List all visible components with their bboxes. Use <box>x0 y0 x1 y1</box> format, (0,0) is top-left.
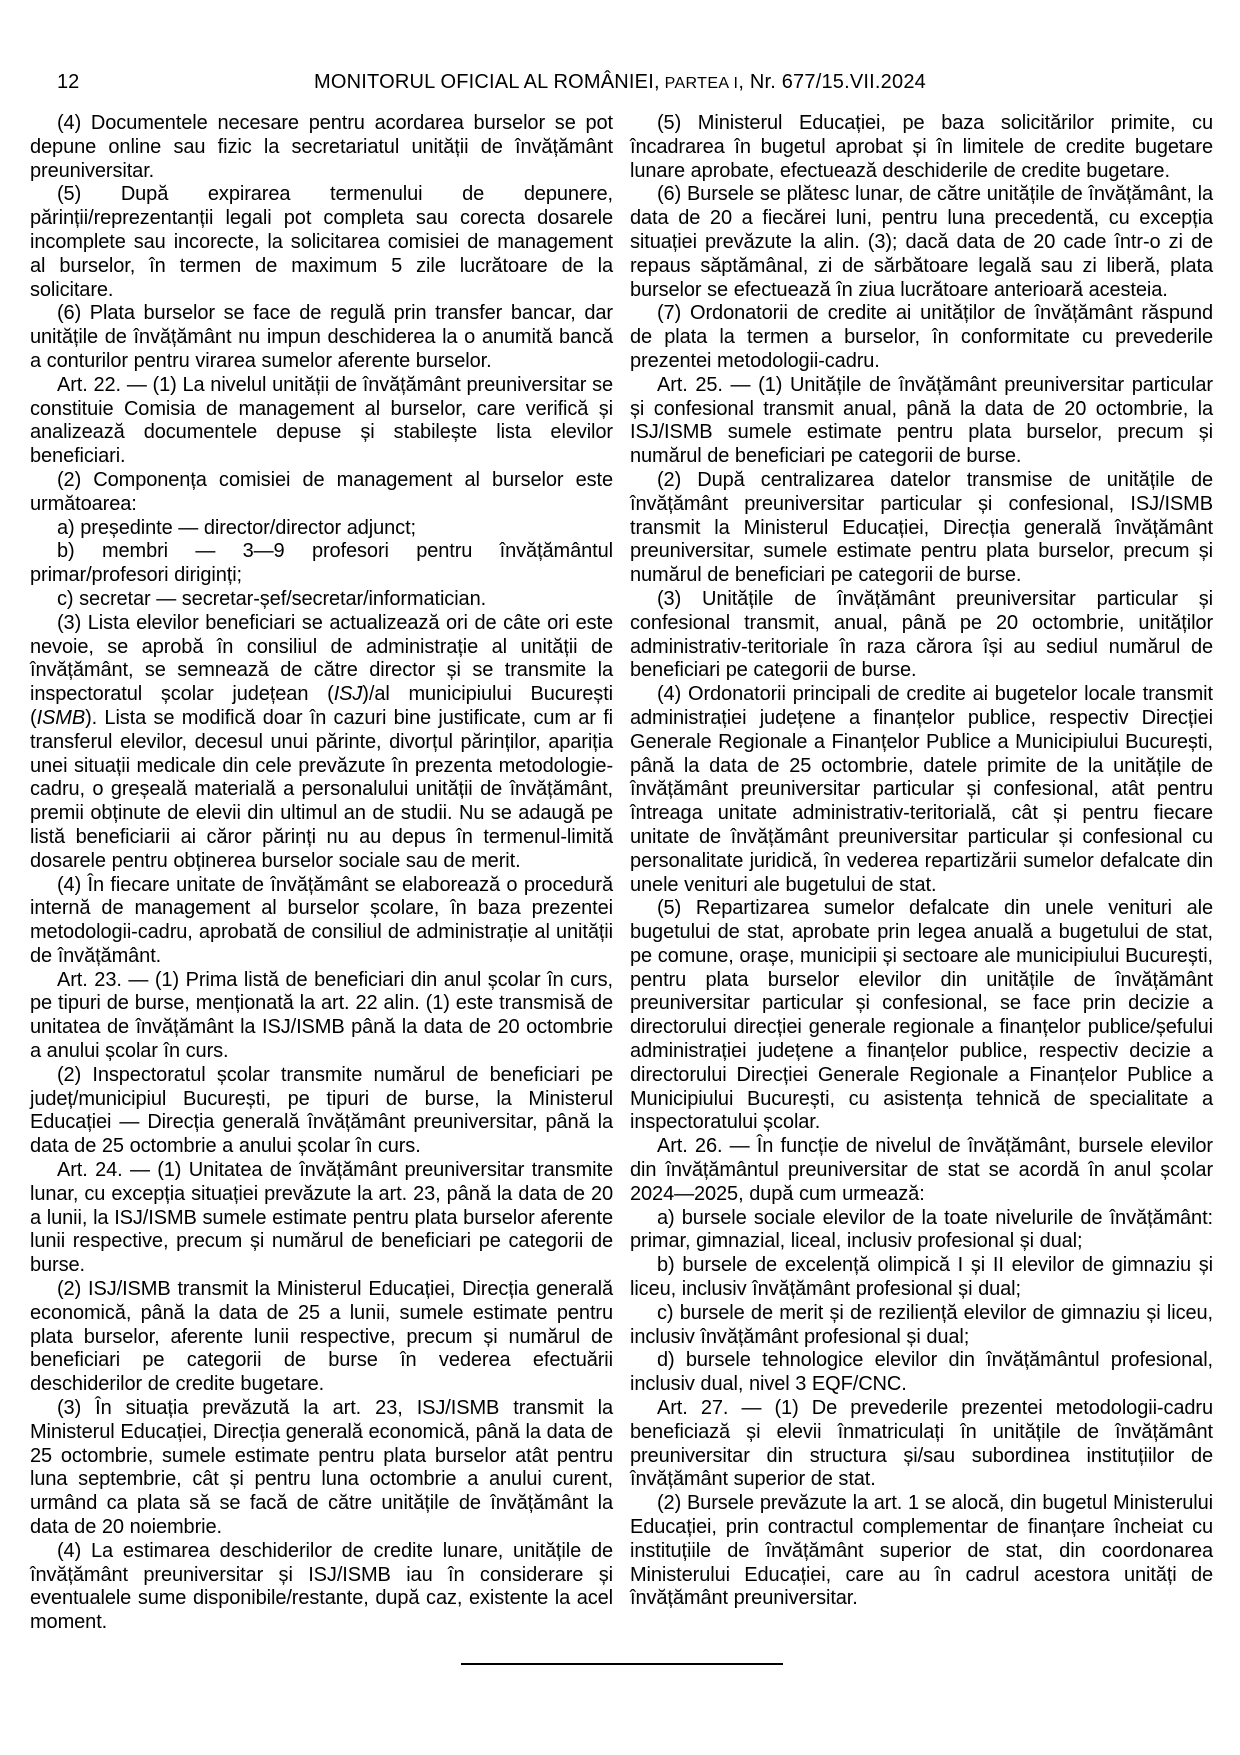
paragraph: (2) Bursele prevăzute la art. 1 se alocă, din bugetul Ministerului Educației, prin contractul complementar de finanțare încheiat cu instituțiile de învățământ superior de stat, din coordonarea Ministerului Educației, care au în cadrul acestora unități de învățământ preuniversitar. <box>630 1492 1213 1610</box>
column-right <box>630 112 1213 1635</box>
paragraph: (5) Ministerul Educației, pe baza solicitărilor primite, cu încadrarea în bugetul aprobat și în limitele de credite bugetare lunare aprobate, efectuează deschiderile de credite bugetare. <box>630 112 1213 182</box>
paragraph: Art. 22. — (1) La nivelul unității de învățământ preuniversitar se constituie Comisia de management al burselor, care verifică și analizează documentele depuse și stabilește lista elevilor beneficiari. <box>30 373 613 468</box>
paragraph: (2) ISJ/ISMB transmit la Ministerul Educației, Direcția generală economică, până la data de 25 a lunii, sumele estimate pentru plata burselor, aferente lunii respective, precum și numărul de beneficiari pe categorii de burse în vederea efectuării deschiderilor de credite bugetare. <box>30 1278 613 1396</box>
paragraph: Art. 25. — (1) Unitățile de învățământ preuniversitar particular și confesional transmit anual, până la data de 20 octombrie, la ISJ/ISMB sumele estimate pentru plata burselor, precum și numărul de beneficiari pe categorii de burse. <box>630 373 1213 468</box>
paragraph: (2) Inspectoratul școlar transmite numărul de beneficiari pe județ/municipiul București, pe tipuri de burse, la Ministerul Educației — Direcția generală învățământ preuniversitar, până la data de 25 octombrie a anului școlar în curs. <box>30 1063 613 1158</box>
journal-header-line <box>0 70 1240 96</box>
end-of-act-rule <box>461 1663 783 1665</box>
page-number: 12 <box>57 71 80 93</box>
paragraph: (5) Repartizarea sumelor defalcate din unele venituri ale bugetului de stat, aprobate prin legea anuală a bugetului de stat, pe comune, orașe, municipii și sectoare ale municipiului București, pentru plata burselor elevilor din unitățile de învățământ preuniversitar particular și confesional, se face prin decizie a directorului direcției generale regionale a finanțelor publice/șefului administrației județene a finanțelor publice, respectiv decizie a directorului Direcției Generale Regionale a Finanțelor Publice a Municipiului București, cu asistența tehnică de specialitate a inspectoratului școlar. <box>630 897 1213 1134</box>
paragraph: (6) Plata burselor se face de regulă prin transfer bancar, dar unitățile de învățământ nu impun deschiderea la o anumită bancă a conturilor pentru virarea sumelor aferente burselor. <box>30 302 613 372</box>
paragraph: a) președinte — director/director adjunct; <box>57 516 416 539</box>
paragraph: Art. 26. — În funcție de nivelul de învățământ, bursele elevilor din învățământul preuniversitar de stat se acordă în anul școlar 2024—2025, după cum urmează: <box>630 1135 1213 1205</box>
journal-issue: , Nr. 677/15.VII.2024 <box>738 71 926 93</box>
paragraph: c) secretar — secretar-șef/secretar/informatician. <box>57 587 487 610</box>
column-left <box>30 112 613 1635</box>
paragraph: a) bursele sociale elevilor de la toate nivelurile de învățământ: primar, gimnazial, liceal, inclusiv profesional și dual; <box>630 1206 1213 1253</box>
paragraph: b) membri — 3—9 profesori pentru învățământul primar/profesori diriginți; <box>30 540 613 587</box>
paragraph: (6) Bursele se plătesc lunar, de către unitățile de învățământ, la data de 20 a fiecărei luni, pentru luna precedentă, cu excepția situației prevăzute la alin. (3); dacă data de 20 cade într-o zi de repaus săptămânal, zi de sărbătoare legală sau zi liberă, plata burselor se efectuează în ziua lucrătoare anterioară acesteia. <box>630 183 1213 301</box>
journal-title: MONITORUL OFICIAL AL ROMÂNIEI, <box>314 71 660 93</box>
paragraph: Art. 24. — (1) Unitatea de învățământ preuniversitar transmite lunar, cu excepția situației prevăzute la art. 23, până la data de 20 a lunii, la ISJ/ISMB sumele estimate pentru plata burselor aferente lunii respective, precum și numărul de beneficiari pe categorii de burse. <box>30 1159 613 1277</box>
paragraph: d) bursele tehnologice elevilor din învățământul profesional, inclusiv dual, nivel 3 EQF/CNC. <box>630 1349 1213 1396</box>
paragraph: (5) După expirarea termenului de depunere, părinții/reprezentanții legali pot completa sau corecta dosarele incomplete sau incorecte, la solicitarea comisiei de management al burselor, în termen de maximum 5 zile lucrătoare de la solicitare. <box>30 183 613 301</box>
paragraph: c) bursele de merit și de reziliență elevilor de gimnaziu și liceu, inclusiv învățământ profesional și dual; <box>630 1301 1213 1348</box>
paragraph: (3) În situația prevăzută la art. 23, ISJ/ISMB transmit la Ministerul Educației, Direcția generală economică, până la data de 25 octombrie, sumele estimate pentru plata burselor atât pentru luna septembrie, cât și pentru luna octombrie a anului curent, urmând ca plata să se facă de către unitățile de învățământ la data de 20 noiembrie. <box>30 1397 613 1539</box>
paragraph: (2) Componența comisiei de management al burselor este următoarea: <box>30 468 613 515</box>
paragraph: (4) Documentele necesare pentru acordarea burselor se pot depune online sau fizic la secretariatul unității de învățământ preuniversitar. <box>30 112 613 182</box>
paragraph: (3) Unitățile de învățământ preuniversitar particular și confesional transmit, anual, până pe 20 octombrie, unităților administrativ-teritoriale în raza cărora își au sediul numărul de beneficiari pe categorii de burse. <box>630 587 1213 682</box>
paragraph: (4) Ordonatorii principali de credite ai bugetelor locale transmit administrației județene a finanțelor publice, respectiv Direcției Generale Regionale a Finanțelor Publice a Municipiului București, până la data de 25 octombrie, datele primite de la unitățile de învățământ preuniversitar particular și confesional, atât pentru întreaga unitate administrativ-teritorială, cât și pentru fiecare unitate de învățământ preuniversitar particular și confesional cu personalitate juridică, în vederea repartizării sumelor defalcate din unele venituri ale bugetului de stat. <box>630 683 1213 896</box>
paragraph: b) bursele de excelență olimpică I și II elevilor de gimnaziu și liceu, inclusiv învățământ profesional și dual; <box>630 1254 1213 1301</box>
two-column-text-body <box>30 112 1213 1635</box>
journal-part: PARTEA I <box>664 75 739 92</box>
paragraph: (4) La estimarea deschiderilor de credite lunare, unitățile de învățământ preuniversitar și ISJ/ISMB iau în considerare și eventualele sume disponibile/restante, după caz, existente la acel moment. <box>30 1539 613 1634</box>
paragraph: Art. 23. — (1) Prima listă de beneficiari din anul școlar în curs, pe tipuri de burse, menționată la art. 22 alin. (1) este transmisă de unitatea de învățământ la ISJ/ISMB până la data de 20 octombrie a anului școlar în curs. <box>30 968 613 1063</box>
paragraph: (4) În fiecare unitate de învățământ se elaborează o procedură internă de management al burselor școlare, în baza prezentei metodologii-cadru, aprobată de consiliul de administrație al unității de învățământ. <box>30 873 613 967</box>
paragraph: Art. 27. — (1) De prevederile prezentei metodologii-cadru beneficiază și elevii înmatriculați în unitățile de învățământ preuniversitar din structura și/sau subordinea instituțiilor de învățământ superior de stat. <box>630 1397 1213 1491</box>
paragraph: (2) După centralizarea datelor transmise de unitățile de învățământ preuniversitar particular și confesional, ISJ/ISMB transmit la Ministerul Educației, Direcția generală învățământ preuniversitar, sumele estimate pentru plata burselor, precum și numărul de beneficiari pe categorii de burse. <box>630 468 1213 587</box>
paragraph: (7) Ordonatorii de credite ai unităților de învățământ răspund de plata la termen a burselor, în conformitate cu prevederile prezentei metodologii-cadru. <box>630 302 1213 372</box>
page-header <box>0 70 1240 96</box>
paragraph: (3) Lista elevilor beneficiari se actualizează ori de câte ori este nevoie, se aprobă în consiliul de administrație al unității de învățământ, se semnează de către director și se transmite la inspectoratul școlar județean (ISJ)/al municipiului București (ISMB). Lista se modifică doar în cazuri bine justificate, cum ar fi transferul elevilor, decesul unui părinte, divorțul părinților, apariția unei situații medicale din cele prevăzute în prezenta metodologie-cadru, o greșeală materială a personalului unității de învățământ, premii obținute de elevii din ultimul an de studii. Nu se adaugă pe listă beneficiarii ai căror părinți nu au depus în termenul-limită dosarele pentru obținerea burselor sociale sau de merit. <box>30 611 613 872</box>
